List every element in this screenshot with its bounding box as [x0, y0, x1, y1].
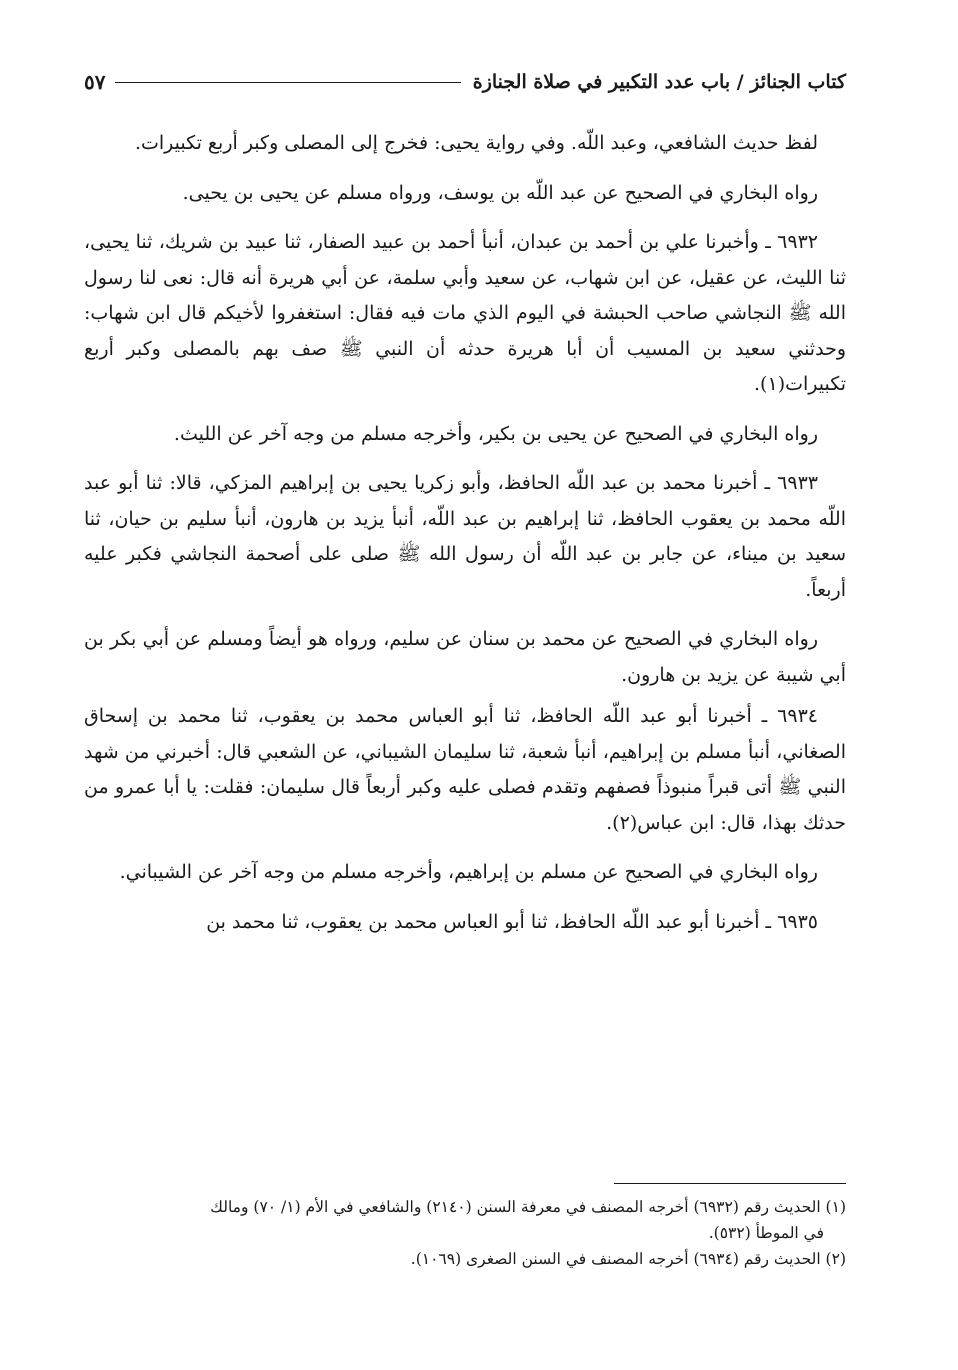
header-rule [115, 82, 460, 83]
hadith-6933: ٦٩٣٣ ـ أخبرنا محمد بن عبد اللّه الحافظ، وأبو زكريا يحيى بن إبراهيم المزكي، قالا: ثنا أبو عبد اللّه محمد بن يعقوب الحافظ، ثنا إبراهيم بن عبد اللّه، أنبأ يزيد بن هارون، أنبأ سليم بن حيان، ثنا سعيد بن ميناء، عن جابر بن عبد اللّه أن رسول الله ﷺ صلى على أصحمة النجاشي فكبر عليه أربعاً. [84, 472, 846, 601]
hadith-6932: ٦٩٣٢ ـ وأخبرنا علي بن أحمد بن عبدان، أنبأ أحمد بن عبيد الصفار، ثنا عبيد بن شريك، ثنا يحيى، ثنا الليث، عن عقيل، عن ابن شهاب، عن سعيد وأبي سلمة، عن أبي هريرة أنه قال: نعى لنا رسول الله ﷺ النجاشي صاحب الحبشة في اليوم الذي مات فيه فقال: استغفروا لأخيكم قال ابن شهاب: وحدثني سعيد بن المسيب أن أبا هريرة حدثه أن النبي ﷺ صف بهم بالمصلى وكبر أربع تكبيرات(١). [84, 231, 846, 395]
footnote-1-line-1: (١) الحديث رقم (٦٩٣٢) أخرجه المصنف في معرفة السنن (٢١٤٠) والشافعي في الأم (١/ ٧٠) ومالك [210, 1198, 846, 1216]
chapter-title: كتاب الجنائز / باب عدد التكبير في صلاة الجنازة [472, 71, 846, 93]
paragraph: رواه البخاري في الصحيح عن يحيى بن بكير، وأخرجه مسلم من وجه آخر عن الليث. [173, 422, 818, 445]
footnote-rule [614, 1183, 846, 1184]
hadith-6935: ٦٩٣٥ ـ أخبرنا أبو عبد اللّه الحافظ، ثنا أبو العباس محمد بن يعقوب، ثنا محمد بن [206, 910, 818, 933]
paragraph: لفظ حديث الشافعي، وعبد اللّه. وفي رواية يحيى: فخرج إلى المصلى وكبر أربع تكبيرات. [134, 132, 818, 154]
hadith-6934: ٦٩٣٤ ـ أخبرنا أبو عبد اللّه الحافظ، ثنا أبو العباس محمد بن يعقوب، ثنا محمد بن إسحاق الصغاني، أنبأ مسلم بن إبراهيم، أنبأ شعبة، ثنا سليمان الشيباني، عن الشعبي قال: أخبرني من شهد النبي ﷺ أتى قبراً منبوذاً فصفهم وتقدم فصلى عليه وكبر أربعاً قال سليمان: فقلت: يا أبا عمرو من حدثك بهذا، قال: ابن عباس(٢). [84, 705, 846, 834]
footnote-1 [84, 1194, 846, 1246]
footnotes [84, 1183, 846, 1272]
footnote-1-line-2: في الموطأ (٥٣٢). [708, 1224, 824, 1242]
paragraph: رواه البخاري في الصحيح عن مسلم بن إبراهيم، وأخرجه مسلم من وجه آخر عن الشيباني. [119, 861, 818, 883]
main-text [84, 126, 846, 940]
page [84, 62, 846, 954]
paragraph: رواه البخاري في الصحيح عن عبد اللّه بن يوسف، ورواه مسلم عن يحيى بن يحيى. [182, 181, 818, 204]
page-number: ٥٧ [84, 70, 106, 94]
paragraph: رواه البخاري في الصحيح عن محمد بن سنان عن سليم، ورواه هو أيضاً ومسلم عن أبي بكر بن أبي شيبة عن يزيد بن هارون. [84, 628, 846, 686]
running-header [84, 62, 846, 102]
footnote-2: (٢) الحديث رقم (٦٩٣٤) أخرجه المصنف في السنن الصغرى (١٠٦٩). [410, 1250, 846, 1268]
